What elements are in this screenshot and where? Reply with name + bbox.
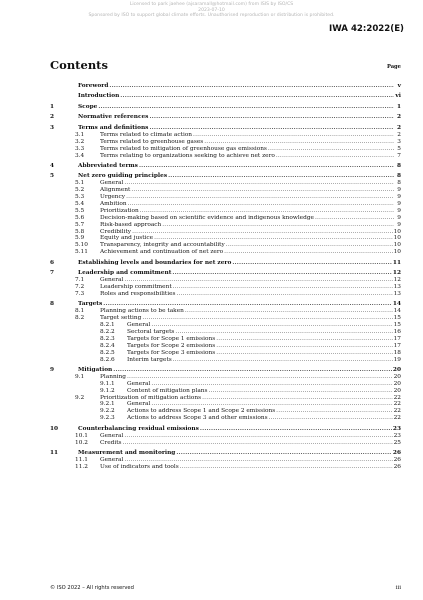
toc-entry-page: 13 (393, 284, 401, 291)
toc-entry[interactable] (50, 301, 401, 308)
toc-leader-dots (120, 93, 394, 100)
toc-entry-title: Establishing levels and boundaries for net zero (78, 259, 232, 266)
toc-entry-number: 9.2.1 (100, 401, 115, 408)
toc-entry-page: 8 (397, 180, 401, 187)
toc-entry[interactable] (50, 187, 401, 194)
toc-entry[interactable] (50, 388, 401, 395)
toc-leader-dots (216, 336, 392, 343)
toc-entry-title: Sectoral targets (127, 328, 175, 335)
toc-entry-title: Planning (100, 373, 126, 380)
toc-entry-title: Target setting (100, 315, 142, 322)
toc-entry-page: 22 (393, 415, 401, 422)
toc-entry[interactable] (50, 173, 401, 180)
toc-entry-page: 20 (393, 373, 401, 380)
toc-entry-page: 1 (396, 103, 401, 110)
toc-leader-dots (151, 381, 392, 388)
toc-entry-title: General (127, 380, 151, 387)
toc-entry-number: 5.10 (75, 242, 88, 249)
toc-leader-dots (224, 249, 392, 256)
toc-entry[interactable] (50, 357, 401, 364)
toc-leader-dots (127, 374, 393, 381)
toc-entry-page: 25 (393, 439, 401, 446)
toc-entry-page: 9 (397, 201, 401, 208)
toc-entry-title: Prioritization of mitigation actions (100, 394, 202, 401)
toc-entry-number: 9.2.2 (100, 408, 115, 415)
toc-entry-number: 6 (50, 259, 55, 266)
contents-heading: Contents (50, 58, 108, 72)
toc-entry-title: Terms and definitions (78, 124, 149, 131)
toc-entry-title: Urgency (100, 194, 126, 201)
toc-entry-title: Measurement and monitoring (78, 449, 176, 456)
toc-entry-number: 5.4 (75, 201, 85, 208)
toc-entry-page: vi (395, 93, 401, 100)
toc-entry[interactable] (50, 222, 401, 229)
toc-entry-number: 8.1 (75, 308, 85, 315)
toc-entry-number: 9.1 (75, 373, 85, 380)
toc-entry-number: 11.1 (75, 456, 88, 463)
toc-entry-page: 10 (393, 228, 401, 235)
toc-leader-dots (139, 163, 394, 170)
toc-leader-dots (173, 357, 393, 364)
toc-leader-dots (98, 104, 394, 111)
toc-entry-number: 5.3 (75, 194, 85, 201)
toc-entry[interactable] (50, 308, 401, 315)
toc-entry-number: 1 (50, 103, 55, 110)
toc-entry-number: 9.2.3 (100, 415, 115, 422)
toc-entry-page: 22 (393, 408, 401, 415)
toc-entry-number: 7.2 (75, 284, 85, 291)
toc-entry[interactable] (50, 201, 401, 208)
toc-entry-number: 5.11 (75, 249, 88, 256)
toc-entry[interactable] (50, 208, 401, 215)
toc-entry-title: Mitigation (78, 367, 113, 373)
toc-entry[interactable] (50, 322, 401, 329)
toc-entry-page: 12 (392, 270, 401, 277)
toc-entry-number: 4 (50, 162, 55, 169)
license-watermark (0, 2, 423, 19)
toc-entry-number: 5.7 (75, 221, 85, 228)
toc-entry-page: 9 (397, 187, 401, 194)
toc-entry[interactable] (50, 242, 401, 249)
toc-entry-number: 3.3 (75, 145, 85, 152)
toc-leader-dots (208, 388, 392, 395)
toc-entry[interactable] (50, 374, 401, 381)
toc-entry[interactable] (50, 329, 401, 336)
page-column-label: Page (386, 64, 401, 70)
toc-entry-page: 11 (392, 259, 401, 266)
toc-entry-number: 11 (50, 449, 59, 456)
toc-leader-dots (200, 426, 392, 433)
toc-leader-dots (124, 457, 392, 464)
toc-entry-title: Net zero guiding principles (78, 173, 168, 180)
toc-entry-title: General (127, 322, 151, 329)
toc-entry-title: Risk-based approach (100, 221, 162, 228)
toc-leader-dots (216, 350, 392, 357)
page-number: iii (395, 585, 401, 591)
toc-entry-number: 11.2 (75, 463, 88, 470)
toc-leader-dots (151, 322, 392, 329)
toc-entry-title: Targets for Scope 1 emissions (127, 335, 216, 342)
toc-entry-title: General (100, 432, 124, 439)
toc-entry[interactable] (50, 229, 401, 236)
toc-entry[interactable] (50, 336, 401, 343)
toc-entry-number: 5.6 (75, 214, 85, 221)
toc-leader-dots (132, 229, 393, 236)
toc-entry-title: Credibility (100, 228, 132, 235)
toc-entry-number: 7 (50, 270, 55, 277)
toc-leader-dots (123, 440, 393, 447)
toc-entry-page: 17 (393, 342, 401, 349)
toc-entry-number: 8.2.5 (100, 349, 115, 356)
toc-entry-page: 15 (393, 322, 401, 329)
toc-entry-number: 8 (50, 301, 55, 308)
toc-entry[interactable] (50, 249, 401, 256)
toc-entry-number: 9 (50, 367, 55, 373)
toc-entry-page: 14 (392, 301, 401, 308)
document-id: IWA 42:2022(E) (329, 24, 404, 34)
toc-entry-page: 3 (397, 138, 401, 145)
toc-entry[interactable] (50, 93, 401, 100)
toc-entry[interactable] (50, 291, 401, 298)
toc-entry-title: General (127, 401, 151, 408)
toc-entry-number: 8.2.3 (100, 335, 115, 342)
toc-entry[interactable] (50, 194, 401, 201)
toc-leader-dots (103, 301, 392, 308)
toc-entry[interactable] (50, 464, 401, 471)
toc-entry-page: 10 (393, 249, 401, 256)
toc-entry[interactable] (50, 125, 401, 132)
toc-leader-dots (176, 450, 392, 457)
toc-entry[interactable] (50, 235, 401, 242)
toc-entry-page: 2 (396, 124, 401, 131)
toc-entry-title: Alignment (100, 187, 131, 194)
toc-entry-page: 22 (393, 401, 401, 408)
toc-entry-page: 26 (393, 456, 401, 463)
toc-entry-number: 3.4 (75, 152, 85, 159)
toc-entry[interactable] (50, 343, 401, 350)
toc-leader-dots (226, 242, 393, 249)
table-of-contents (50, 83, 401, 471)
toc-leader-dots (202, 395, 393, 402)
toc-leader-dots (204, 139, 394, 146)
toc-entry[interactable] (50, 284, 401, 291)
toc-entry-number: 3.1 (75, 131, 85, 138)
toc-leader-dots (177, 291, 393, 298)
toc-entry[interactable] (50, 104, 401, 111)
toc-entry[interactable] (50, 215, 401, 222)
toc-entry-page: 19 (393, 356, 401, 363)
toc-entry-title: Terms related to greenhouse gases (100, 138, 204, 145)
toc-leader-dots (180, 464, 393, 471)
toc-entry-page: 23 (392, 425, 401, 432)
toc-entry[interactable] (50, 415, 401, 422)
toc-entry-page: 8 (396, 173, 401, 180)
toc-entry-page: 18 (393, 349, 401, 356)
toc-entry-title: Terms relating to organizations seeking to achieve net zero (100, 152, 275, 159)
toc-entry-title: Targets (78, 301, 103, 308)
toc-entry[interactable] (50, 180, 401, 187)
toc-entry[interactable] (50, 433, 401, 440)
toc-entry-number: 5.2 (75, 187, 85, 194)
toc-entry-page: 22 (393, 394, 401, 401)
toc-entry-number: 5.5 (75, 207, 85, 214)
toc-entry-title: Leadership commitment (100, 284, 172, 291)
toc-entry-page: 16 (393, 328, 401, 335)
toc-leader-dots (175, 329, 392, 336)
toc-entry[interactable] (50, 277, 401, 284)
toc-leader-dots (131, 187, 394, 194)
toc-entry-page: 20 (393, 387, 401, 394)
toc-entry-number: 8.2.6 (100, 356, 115, 363)
toc-entry-number: 10.2 (75, 439, 88, 446)
toc-entry-page: 26 (393, 463, 401, 470)
toc-entry-title: Achievement and continuation of net zero (100, 249, 224, 256)
toc-leader-dots (276, 408, 392, 415)
toc-entry-page: 9 (397, 207, 401, 214)
toc-entry-title: Targets for Scope 3 emissions (127, 349, 216, 356)
toc-leader-dots (124, 180, 394, 187)
toc-leader-dots (154, 235, 393, 242)
copyright-notice: © ISO 2022 – All rights reserved (50, 585, 134, 591)
watermark-line-3: Sponsored by ISO to support global climate efforts. Unauthorised reproduction or distribution is prohibited. (88, 13, 335, 19)
toc-leader-dots (216, 343, 392, 350)
toc-entry-title: General (100, 277, 124, 284)
toc-entry[interactable] (50, 146, 401, 153)
toc-entry-number: 9.1.1 (100, 380, 115, 387)
toc-leader-dots (172, 270, 392, 277)
toc-entry-page: 23 (393, 432, 401, 439)
toc-entry-title: Actions to address Scope 3 and other emissions (127, 415, 268, 422)
toc-entry[interactable] (50, 381, 401, 388)
toc-entry-title: Leadership and commitment (78, 270, 172, 277)
toc-entry-title: General (100, 456, 124, 463)
toc-entry-page: 8 (396, 162, 401, 169)
toc-entry-page: 14 (393, 308, 401, 315)
toc-entry-page: 12 (393, 277, 401, 284)
toc-entry-page: 9 (397, 214, 401, 221)
toc-leader-dots (149, 114, 394, 121)
toc-entry-title: Planning actions to be taken (100, 308, 184, 315)
toc-leader-dots (140, 208, 394, 215)
toc-leader-dots (269, 415, 393, 422)
toc-entry[interactable] (50, 132, 401, 139)
toc-leader-dots (113, 367, 392, 374)
toc-entry[interactable] (50, 163, 401, 170)
toc-entry[interactable] (50, 315, 401, 322)
toc-entry-page: 26 (392, 449, 401, 456)
toc-entry[interactable] (50, 260, 401, 267)
toc-leader-dots (109, 83, 394, 90)
toc-entry-page: v (397, 83, 401, 89)
toc-entry[interactable] (50, 408, 401, 415)
toc-leader-dots (124, 277, 392, 284)
toc-leader-dots (168, 173, 394, 180)
toc-leader-dots (193, 132, 394, 139)
toc-leader-dots (315, 215, 394, 222)
toc-entry-title: Terms related to mitigation of greenhouse gas emissions (100, 145, 267, 152)
toc-entry-title: Content of mitigation plans (127, 387, 208, 394)
toc-entry-number: 5.1 (75, 180, 85, 187)
toc-entry[interactable] (50, 83, 401, 90)
toc-entry-page: 10 (393, 235, 401, 242)
toc-entry-page: 9 (397, 221, 401, 228)
toc-entry[interactable] (50, 440, 401, 447)
watermark-line-1: Licensed to park jaehee (ajsaramall@hotmail.com) from ISIS by ISO/CS (129, 2, 294, 7)
toc-entry[interactable] (50, 401, 401, 408)
toc-entry-title: Counterbalancing residual emissions (78, 425, 199, 432)
toc-leader-dots (162, 222, 394, 229)
toc-entry-number: 5 (50, 173, 55, 180)
toc-leader-dots (124, 433, 392, 440)
toc-leader-dots (185, 308, 393, 315)
toc-entry-title: Foreword (78, 83, 109, 89)
toc-entry[interactable] (50, 350, 401, 357)
toc-leader-dots (232, 260, 392, 267)
toc-entry[interactable] (50, 139, 401, 146)
toc-entry-number: 9.1.2 (100, 387, 115, 394)
toc-entry-page: 2 (396, 114, 401, 121)
toc-entry-title: Targets for Scope 2 emissions (127, 342, 216, 349)
toc-entry-title: Scope (78, 103, 98, 110)
toc-entry-title: Normative references (78, 114, 149, 121)
toc-entry-title: Prioritization (100, 207, 139, 214)
toc-entry-title: Credits (100, 439, 122, 446)
toc-entry-page: 15 (393, 315, 401, 322)
toc-leader-dots (173, 284, 393, 291)
toc-entry-page: 17 (393, 335, 401, 342)
toc-entry-number: 7.3 (75, 290, 85, 297)
toc-leader-dots (142, 315, 392, 322)
toc-entry-number: 3 (50, 124, 55, 131)
toc-entry-title: General (100, 180, 124, 187)
toc-entry-page: 2 (397, 131, 401, 138)
toc-leader-dots (276, 153, 394, 160)
toc-entry-title: Interim targets (127, 356, 172, 363)
toc-entry-page: 5 (397, 145, 401, 152)
toc-entry-number: 8.2.4 (100, 342, 115, 349)
toc-entry[interactable] (50, 426, 401, 433)
toc-entry-number: 7.1 (75, 277, 85, 284)
toc-leader-dots (128, 201, 394, 208)
toc-entry-number: 3.2 (75, 138, 85, 145)
toc-entry-page: 10 (393, 242, 401, 249)
toc-entry-page: 20 (393, 380, 401, 387)
toc-entry[interactable] (50, 367, 401, 374)
toc-entry-title: Roles and responsibilities (100, 290, 176, 297)
toc-entry[interactable] (50, 450, 401, 457)
toc-entry[interactable] (50, 114, 401, 121)
toc-leader-dots (151, 401, 392, 408)
toc-entry-number: 5.8 (75, 228, 85, 235)
watermark-line-2: 2023-07-10 (198, 7, 225, 13)
toc-entry-title: Actions to address Scope 1 and Scope 2 emissions (127, 408, 276, 415)
toc-entry-number: 8.2.2 (100, 328, 115, 335)
toc-entry-page: 7 (397, 152, 401, 159)
toc-entry-page: 9 (397, 194, 401, 201)
toc-entry-title: Ambition (100, 201, 127, 208)
toc-entry-title: Terms related to climate action (100, 131, 193, 138)
toc-entry-number: 2 (50, 114, 55, 121)
toc-entry-title: Equity and justice (100, 235, 154, 242)
toc-entry-title: Transparency, integrity and accountability (100, 242, 225, 249)
toc-entry-title: Decision-making based on scientific evidence and indigenous knowledge (100, 214, 314, 221)
toc-entry-title: Abbreviated terms (78, 162, 138, 169)
toc-entry[interactable] (50, 270, 401, 277)
toc-entry-title: Introduction (78, 93, 120, 100)
toc-leader-dots (126, 194, 394, 201)
toc-entry-number: 8.2.1 (100, 322, 115, 329)
toc-leader-dots (149, 125, 394, 132)
toc-entry-number: 5.9 (75, 235, 85, 242)
toc-entry-number: 9.2 (75, 394, 85, 401)
toc-entry-page: 13 (393, 290, 401, 297)
toc-entry-number: 8.2 (75, 315, 85, 322)
toc-entry[interactable] (50, 395, 401, 402)
toc-entry-number: 10.1 (75, 432, 88, 439)
toc-entry-page: 20 (392, 367, 401, 373)
toc-entry-title: Use of indicators and tools (100, 463, 179, 470)
toc-entry[interactable] (50, 153, 401, 160)
toc-leader-dots (268, 146, 394, 153)
toc-entry[interactable] (50, 457, 401, 464)
toc-entry-number: 10 (50, 425, 59, 432)
